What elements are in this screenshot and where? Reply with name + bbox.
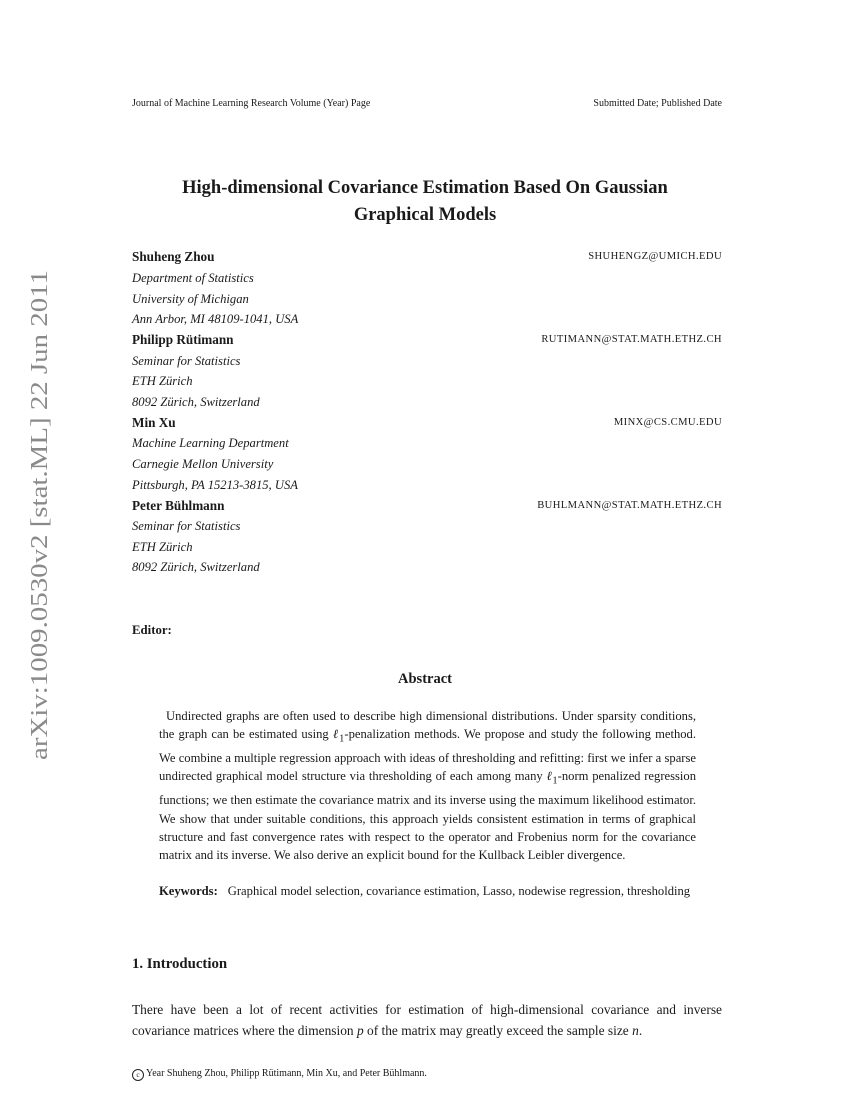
abstract-heading: Abstract — [398, 671, 452, 687]
copyright-text: Year Shuheng Zhou, Philipp Rütimann, Min Xu, and Peter Bühlmann. — [146, 1068, 427, 1079]
ell-subscript: 1 — [552, 775, 558, 787]
author-affiliation-2-line-1: Seminar for Statistics — [132, 354, 241, 368]
submission-dates: Submitted Date; Published Date — [593, 98, 722, 109]
copyright-footer — [132, 1068, 427, 1081]
author-affiliation-3-line-1: Machine Learning Department — [132, 436, 289, 450]
title-line-1: High-dimensional Covariance Estimation Based On Gaussian — [182, 178, 668, 198]
author-affiliation-4-line-3: 8092 Zürich, Switzerland — [132, 560, 260, 574]
introduction-heading: 1. Introduction — [132, 956, 228, 972]
keywords — [159, 882, 696, 900]
author-email-1[interactable]: SHUHENGZ@UMICH.EDU — [588, 251, 722, 262]
ell-symbol: ℓ — [332, 727, 340, 742]
author-affiliation-2-line-3: 8092 Zürich, Switzerland — [132, 395, 260, 409]
title-line-2: Graphical Models — [353, 205, 497, 225]
math-p: p — [356, 1023, 364, 1038]
abstract-text-part-2: -penalization methods. We propose and study the following method. We combine a multiple regression approach with ideas of thresholding and refitting: first we infer a sparse undirected graphical model structure via thresholding of each among many — [159, 727, 696, 784]
abstract-text — [159, 707, 696, 864]
author-affiliation-1-line-2: University of Michigan — [132, 292, 249, 306]
author-name-2: Philipp Rütimann — [132, 332, 234, 347]
introduction-text-part-1: There have been a lot of recent activities for estimation of high-dimensional covariance and inverse covariance matrices where the dimension — [132, 1002, 722, 1038]
author-affiliation-2-line-2: ETH Zürich — [132, 374, 193, 388]
introduction-text-part-2: of the matrix may greatly exceed the sample size — [363, 1023, 633, 1038]
arxiv-stamp-text: arXiv:1009.0530v2 [stat.ML] 22 Jun 2011 — [26, 344, 53, 760]
author-name-1: Shuheng Zhou — [132, 249, 215, 264]
author-affiliation-1-line-3: Ann Arbor, MI 48109-1041, USA — [132, 312, 299, 326]
author-name-4: Peter Bühlmann — [132, 498, 225, 513]
author-email-3[interactable]: MINX@CS.CMU.EDU — [613, 417, 722, 428]
author-affiliation-4-line-1: Seminar for Statistics — [132, 519, 241, 533]
math-n: n — [632, 1023, 639, 1038]
keywords-text: Graphical model selection, covariance estimation, Lasso, nodewise regression, thresholding — [227, 884, 691, 898]
abstract-text-part-1: Undirected graphs are often used to describe high dimensional distributions. Under sparsity conditions, the graph can be estimated using — [159, 709, 696, 742]
paper-title — [0, 175, 850, 229]
copyright-icon: c — [132, 1069, 144, 1081]
author-affiliation-3-line-3: Pittsburgh, PA 15213-3815, USA — [132, 478, 298, 492]
introduction-text — [132, 999, 722, 1041]
keywords-label: Keywords: — [159, 884, 218, 898]
introduction-text-part-3: . — [638, 1023, 643, 1038]
author-affiliation-1-line-1: Department of Statistics — [132, 271, 254, 285]
editor-label: Editor: — [132, 623, 172, 637]
author-name-3: Min Xu — [132, 415, 176, 430]
author-email-2[interactable]: RUTIMANN@STAT.MATH.ETHZ.CH — [541, 334, 722, 345]
author-email-4[interactable]: BUHLMANN@STAT.MATH.ETHZ.CH — [537, 500, 722, 511]
author-affiliation-3-line-2: Carnegie Mellon University — [132, 457, 274, 471]
ell-subscript: 1 — [339, 733, 345, 745]
abstract-text-part-3: -norm penalized regression functions; we then estimate the covariance matrix and its inverse using the maximum likelihood estimator. We show that under suitable conditions, this approach yields consistent estimation in terms of graphical structure and fast convergence rates with respect to the operator and Frobenius norm for the covariance matrix and its inverse. We also derive an explicit bound for the Kullback Leibler divergence. — [159, 769, 697, 863]
author-affiliation-4-line-2: ETH Zürich — [132, 540, 193, 554]
ell-symbol: ℓ — [546, 769, 553, 784]
journal-header: Journal of Machine Learning Research Volume (Year) Page — [132, 98, 371, 109]
